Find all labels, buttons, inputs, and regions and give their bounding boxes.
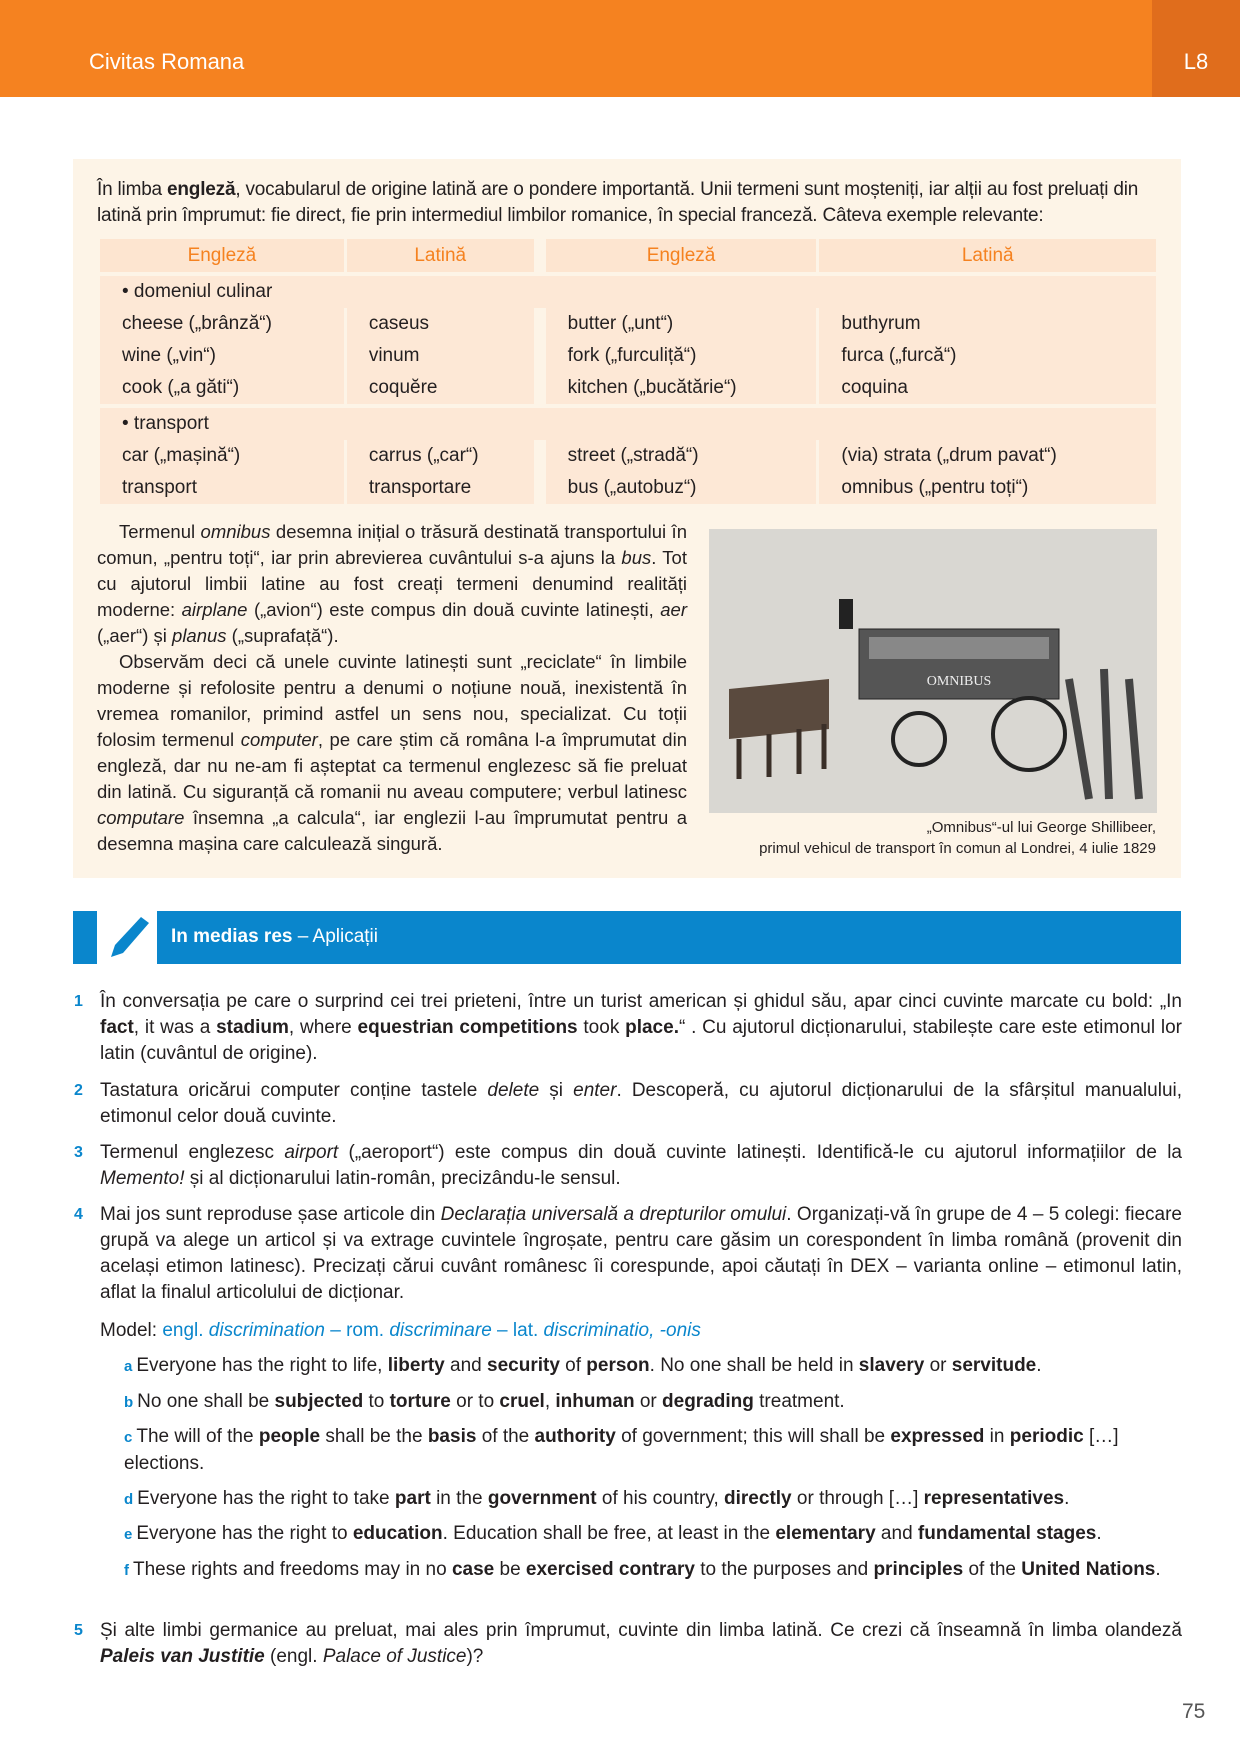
text: . No one shall be held in	[649, 1355, 859, 1376]
text: No one shall be	[137, 1391, 275, 1412]
text: “ . Cu ajutorul dicționarului, stabilește care este etimonul lor latin (cuvântul de origine).	[100, 1017, 1182, 1064]
bold-term: fact	[100, 1017, 134, 1038]
text: .	[1036, 1355, 1042, 1376]
category-label: • transport	[100, 408, 1156, 440]
text: or to	[450, 1391, 500, 1412]
text: of the	[963, 1559, 1022, 1580]
text: or	[634, 1391, 663, 1412]
text: or	[924, 1355, 952, 1376]
table-cell: kitchen („bucătărie“)	[546, 372, 817, 404]
text: of the	[476, 1426, 535, 1447]
italic-term: delete	[487, 1080, 540, 1101]
text: Everyone has the right to	[136, 1523, 353, 1544]
omnibus-sign: OMNIBUS	[926, 674, 992, 689]
paragraph	[97, 519, 687, 649]
bold-term: contrary	[618, 1559, 695, 1580]
table-cell: coquĕre	[347, 372, 534, 404]
article-item	[124, 1424, 1182, 1477]
table-cell: omnibus („pentru toți“)	[819, 472, 1156, 504]
text: .	[1064, 1488, 1070, 1509]
text: și	[539, 1080, 574, 1101]
bold-term: stages	[1036, 1523, 1097, 1544]
text: in the	[430, 1488, 488, 1509]
italic-term: computer	[240, 729, 318, 750]
table-cell: butter („unt“)	[546, 308, 817, 340]
table-cell: carrus („car“)	[347, 440, 534, 472]
column-header: Latină	[819, 239, 1156, 272]
bold-term: stadium	[216, 1017, 289, 1038]
text: („avion“) este compus din două cuvinte latinești,	[247, 599, 661, 620]
text: . Education shall be free, at least in the	[442, 1523, 776, 1544]
text: Și alte limbi germanice au preluat, mai ales prin împrumut, cuvinte din limba latină. Ce crezi că înseamnă în limba olandeză	[100, 1620, 1182, 1641]
info-box	[73, 159, 1181, 878]
text: , where	[288, 1017, 358, 1038]
table-cell: vinum	[347, 340, 534, 372]
chapter-header	[0, 0, 1152, 97]
text: („aeroport“) este compus din două cuvinte latinești. Identifică-le cu ajutorul informațiilor de la	[338, 1142, 1182, 1163]
model-label: Model:	[100, 1320, 163, 1341]
italic-term: Declarația universală a drepturilor omului	[440, 1204, 787, 1225]
column-header: Engleză	[546, 239, 817, 272]
category-label: • domeniul culinar	[100, 276, 1156, 308]
bold-term: government	[487, 1488, 597, 1509]
section-title: In medias res	[171, 926, 293, 947]
question-number: 3	[74, 1144, 83, 1161]
bold-term: expressed	[890, 1426, 985, 1447]
bold-term: part	[394, 1488, 431, 1509]
bold-term: representatives	[923, 1488, 1065, 1509]
text: in	[984, 1426, 1010, 1447]
table-cell: (via) strata („drum pavat“)	[819, 440, 1156, 472]
bold-term: inhuman	[555, 1391, 635, 1412]
italic-term: Palace of Justice	[322, 1646, 467, 1667]
pencil-icon	[97, 911, 157, 964]
table-cell: coquina	[819, 372, 1156, 404]
italic-term: discriminatio, -onis	[543, 1320, 701, 1341]
italic-term: Memento!	[100, 1168, 185, 1189]
bold-term: fundamental	[917, 1523, 1031, 1544]
question-number: 5	[74, 1622, 83, 1639]
text: took	[577, 1017, 626, 1038]
table-cell: buthyrum	[819, 308, 1156, 340]
italic-term: airport	[284, 1142, 339, 1163]
text: Mai jos sunt reproduse șase articole din	[100, 1204, 441, 1225]
bold-term: cruel	[499, 1391, 545, 1412]
table-row	[100, 472, 1156, 504]
bold-term: degrading	[662, 1391, 754, 1412]
question-number: 2	[74, 1082, 83, 1099]
bold-term: basis	[427, 1426, 477, 1447]
text: , pe care știm că româna l-a împrumutat din engleză, dar nu ne-am fi așteptat ca termenul englezesc să fie preluat din latină. Cu siguranță că romanii nu aveau computere; verbul latinesc	[97, 729, 687, 802]
article-item	[124, 1521, 1182, 1548]
lesson-label: L8	[1152, 0, 1240, 97]
bold-term: equestrian competitions	[357, 1017, 578, 1038]
italic-term: computare	[97, 807, 185, 828]
paragraph	[97, 649, 687, 857]
article-item	[124, 1389, 1182, 1416]
text: – lat.	[491, 1320, 544, 1341]
italic-term: omnibus	[200, 521, 271, 542]
intro-part: , vocabularul de origine latină are o pondere importantă. Unii termeni sunt moșteniți, iar alții au fost preluați din latină prin împrumut: fie direct, fie prin intermediul limbilor romanice, în special franceză. Câteva exemple relevante:	[97, 179, 1139, 226]
section-dash: –	[292, 926, 313, 947]
bold-term: directly	[724, 1488, 792, 1509]
table-cell: street („stradă“)	[546, 440, 817, 472]
text: . Organizați-vă în grupe de 4 – 5 colegi: fiecare grupă va alege un articol și va extrage cuvintele îngroșate, pentru care găsim un corespondent în limba română (provenit din același etimon latinesc). Precizați cărui cuvânt românesc îi corespunde, apoi căutați în DEX – varianta online – etimonul latin, aflat la finalul articolului de dicționar.	[100, 1204, 1182, 1303]
table-cell: wine („vin“)	[100, 340, 344, 372]
article-item	[124, 1486, 1182, 1513]
text: )?	[466, 1646, 484, 1667]
bold-term: person	[586, 1355, 650, 1376]
table-cell: cook („a găti“)	[100, 372, 344, 404]
bold-term: slavery	[858, 1355, 925, 1376]
text: treatment.	[753, 1391, 845, 1412]
bold-term: servitude	[951, 1355, 1037, 1376]
intro-bold: engleză	[167, 179, 236, 200]
text: shall be the	[320, 1426, 428, 1447]
intro-text	[97, 177, 1157, 229]
article-letter: e	[124, 1526, 133, 1543]
bold-term: people	[258, 1426, 321, 1447]
model-example	[100, 1318, 1182, 1344]
article-letter: d	[124, 1491, 134, 1508]
bold-term: subjected	[274, 1391, 364, 1412]
explanation-text	[97, 519, 687, 857]
page-number: 75	[1182, 1700, 1206, 1723]
text: și al dicționarului latin-român, precizându-le sensul.	[184, 1168, 621, 1189]
bold-term: authority	[534, 1426, 616, 1447]
text: of government; this will shall be	[615, 1426, 891, 1447]
text: Tastatura oricărui computer conține tastele	[100, 1080, 488, 1101]
article-item	[124, 1353, 1182, 1380]
table-cell: transportare	[347, 472, 534, 504]
table-cell: transport	[100, 472, 344, 504]
text: or through […]	[791, 1488, 924, 1509]
text: to	[363, 1391, 390, 1412]
italic-term: enter	[573, 1080, 617, 1101]
image-caption	[633, 817, 1156, 859]
text: („aer“) și	[97, 625, 173, 646]
text: Everyone has the right to life,	[136, 1355, 388, 1376]
table-cell: furca („furcă“)	[819, 340, 1156, 372]
question-5	[74, 1618, 1182, 1670]
question-4	[74, 1202, 1182, 1306]
bold-term: place.	[625, 1017, 679, 1038]
text: .	[1155, 1559, 1161, 1580]
bold-term: case	[451, 1559, 495, 1580]
table-row	[100, 340, 1156, 372]
column-header: Engleză	[100, 239, 344, 272]
bold-term: United	[1021, 1559, 1081, 1580]
table-row	[100, 372, 1156, 404]
bold-term: elementary	[775, 1523, 876, 1544]
article-letter: f	[124, 1562, 129, 1579]
text: („suprafață“).	[226, 625, 339, 646]
article-letter: c	[124, 1429, 133, 1446]
text: (engl.	[264, 1646, 323, 1667]
text: to the purposes and	[694, 1559, 874, 1580]
question-3	[74, 1140, 1182, 1192]
bold-term: education	[352, 1523, 443, 1544]
bold-term: Nations	[1085, 1559, 1156, 1580]
text: Termenul englezesc	[100, 1142, 285, 1163]
text: The will of the	[136, 1426, 259, 1447]
text: and	[444, 1355, 488, 1376]
text: Everyone has the right to take	[137, 1488, 395, 1509]
text: of his country,	[596, 1488, 725, 1509]
table-cell: caseus	[347, 308, 534, 340]
italic-term: planus	[172, 625, 227, 646]
text: , it was a	[133, 1017, 217, 1038]
text: […] elections.	[124, 1426, 1119, 1474]
text: of	[559, 1355, 587, 1376]
text: Observăm deci că unele cuvinte latinești sunt „reciclate“ în limbile moderne și refolosite pentru a denumi o noțiune nouă, inexistentă în vremea romanilor, primind astfel un sens nou, specializat. Cu toții folosim termenul	[97, 651, 687, 750]
bold-term: principles	[873, 1559, 964, 1580]
question-number: 1	[74, 993, 83, 1010]
text: . Descoperă, cu ajutorul dicționarului de la sfârșitul manualului, etimonul celor două cuvinte.	[100, 1080, 1183, 1127]
table-cell: cheese („brânză“)	[100, 308, 344, 340]
text: Termenul	[119, 521, 201, 542]
text: and	[875, 1523, 918, 1544]
article-letter: b	[124, 1394, 134, 1411]
text: be	[494, 1559, 526, 1580]
article-item	[124, 1557, 1182, 1584]
bold-term: security	[487, 1355, 560, 1376]
text: .	[1096, 1523, 1102, 1544]
intro-part: În limba	[97, 179, 168, 200]
table-cell: bus („autobuz“)	[546, 472, 817, 504]
table-row	[100, 440, 1156, 472]
question-2	[74, 1078, 1183, 1130]
table-row	[100, 308, 1156, 340]
bold-italic-term: Paleis van Justitie	[100, 1646, 265, 1667]
column-header: Latină	[347, 239, 534, 272]
table-cell: fork („furculiță“)	[546, 340, 817, 372]
bold-term: liberty	[387, 1355, 445, 1376]
text: desemna inițial o trăsură destinată transportului în comun, „pentru toți“, iar prin abrevierea cuvântului s-a ajuns la	[97, 521, 687, 568]
bold-term: exercised	[525, 1559, 614, 1580]
italic-term: discriminare	[389, 1320, 492, 1341]
text: . Tot cu ajutorul limbii latine au fost creați termeni denumind realități moderne:	[97, 547, 687, 620]
section-subtitle: Aplicații	[312, 926, 379, 947]
caption-line: primul vehicul de transport în comun al Londrei, 4 iulie 1829	[759, 840, 1156, 857]
bold-term: torture	[389, 1391, 451, 1412]
bold-term: periodic	[1009, 1426, 1084, 1447]
omnibus-illustration	[709, 529, 1157, 813]
article-letter: a	[124, 1358, 133, 1375]
italic-term: bus	[621, 547, 652, 568]
question-1	[74, 989, 1182, 1067]
chapter-title: Civitas Romana	[89, 49, 245, 74]
text: însemna „a calcula“, iar englezii l-au împrumutat pentru a desemna mașina care calculează singură.	[97, 807, 687, 854]
text: – rom.	[324, 1320, 390, 1341]
caption-line: „Omnibus“-ul lui George Shillibeer,	[926, 819, 1156, 836]
text: ,	[544, 1391, 556, 1412]
italic-term: discrimination	[208, 1320, 325, 1341]
vocabulary-table	[97, 239, 1159, 504]
italic-term: aer	[660, 599, 687, 620]
italic-term: airplane	[181, 599, 248, 620]
text: În conversația pe care o surprind cei trei prieteni, între un turist american și ghidul său, apar cinci cuvinte marcate cu bold: „In	[100, 991, 1182, 1012]
section-header	[73, 911, 1181, 964]
question-number: 4	[74, 1206, 83, 1223]
text: engl.	[162, 1320, 209, 1341]
text: These rights and freedoms may in no	[133, 1559, 452, 1580]
table-cell: car („mașină“)	[100, 440, 344, 472]
